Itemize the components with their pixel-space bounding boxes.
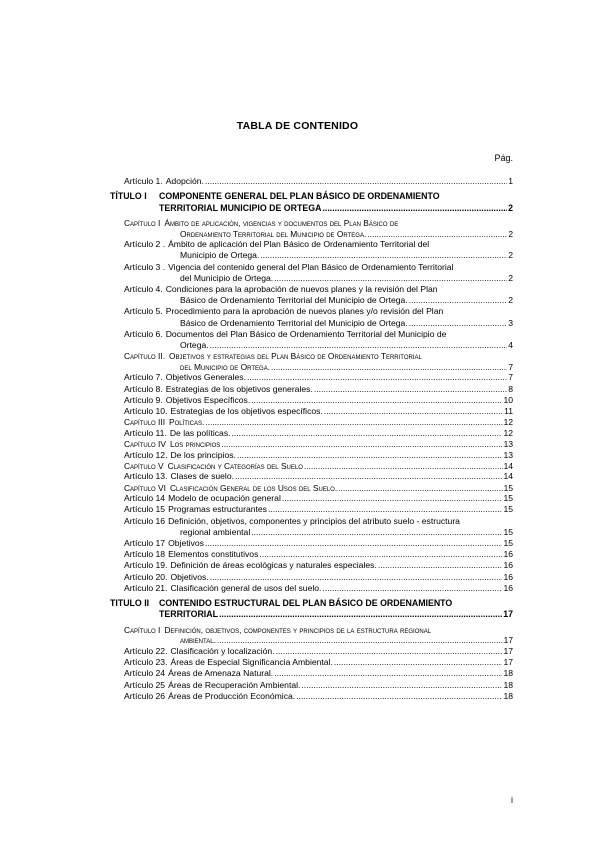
toc-article-entry[interactable] (110, 395, 513, 406)
toc-article-entry[interactable] (110, 384, 513, 395)
toc-entry-text: Objetivos (168, 538, 204, 549)
toc-entry-label: Artículo 4. (124, 284, 163, 295)
toc-entry-text: Políticas. (169, 417, 205, 428)
toc-entry-label: Artículo 21. (124, 582, 168, 593)
toc-leader-dots (237, 450, 503, 461)
toc-article-entry[interactable] (110, 691, 513, 702)
toc-article-entry[interactable] (110, 516, 513, 538)
toc-leader-dots (334, 657, 503, 668)
toc-entry-label: Artículo 15 (124, 504, 166, 515)
toc-entry-text: Áreas de Producción Económica. (168, 690, 296, 701)
toc-entry-label: Artículo 5. (124, 306, 163, 317)
toc-entry-page: 3 (508, 317, 513, 328)
page-column-label: Pág. (494, 153, 513, 163)
toc-leader-dots (268, 504, 502, 515)
toc-entry-text: Adopción. (165, 176, 204, 186)
toc-leader-dots (274, 273, 507, 284)
toc-leader-dots (409, 318, 508, 329)
toc-entry-page: 18 (503, 690, 513, 701)
toc-entry-page: 11 (504, 406, 513, 417)
toc-entry-text: Vigencia del contenido general del Plan Básico de Ordenamiento Territorial (168, 261, 454, 272)
toc-leader-dots (235, 471, 502, 482)
toc-article-entry[interactable] (110, 428, 513, 439)
toc-entry-page: 15 (503, 493, 513, 504)
toc-leader-dots (409, 295, 508, 306)
toc-entry-text: Básico de Ordenamiento Territorial del Municipio de Ortega. (180, 295, 408, 306)
toc-leader-dots (251, 527, 502, 538)
toc-entry-page: 12 (503, 427, 513, 438)
toc-leader-dots (232, 428, 503, 439)
toc-article-entry[interactable] (110, 538, 513, 549)
toc-entry-page: 1 (508, 176, 513, 186)
toc-entry-label: Artículo 9. (124, 394, 163, 405)
toc-entry-text: Estrategias de los objetivos generales. (165, 383, 313, 394)
toc-entry-label: Artículo 20. (124, 571, 168, 582)
toc-entry-label: Artículo 19. (124, 560, 168, 571)
toc-leader-dots (221, 439, 502, 450)
table-of-contents (110, 176, 513, 702)
toc-entry-label: TÍTULO I (110, 191, 147, 202)
toc-entry-label: Artículo 18 (124, 549, 166, 560)
toc-entry-text: Ámbito de aplicación, vigencias y documentos del Plan Básico de (164, 218, 399, 229)
toc-leader-dots (260, 250, 507, 261)
toc-entry-text: Clasificación y localización. (170, 646, 275, 657)
toc-entry-label: Artículo 8. (124, 383, 163, 394)
toc-chapter-entry[interactable] (110, 461, 513, 472)
toc-entry-label: Capítulo VI (124, 482, 166, 493)
toc-article-entry[interactable] (110, 657, 513, 668)
toc-leader-dots (247, 372, 507, 383)
toc-entry-page: 17 (503, 609, 513, 620)
toc-chapter-entry[interactable] (110, 625, 513, 646)
toc-entry-label: Capítulo V (124, 460, 164, 471)
toc-leader-dots (251, 395, 502, 406)
toc-entry-text: De los principios. (170, 449, 236, 460)
toc-entry-page: 4 (508, 340, 513, 351)
toc-article-entry[interactable] (110, 262, 513, 284)
toc-entry-label: Artículo 26 (124, 690, 166, 701)
toc-leader-dots (322, 583, 502, 594)
toc-entry-page: 8 (508, 383, 513, 394)
toc-entry-text: Clases de suelo. (170, 471, 235, 482)
toc-entry-label: Artículo 23. (124, 657, 168, 668)
toc-chapter-entry[interactable] (110, 417, 513, 428)
toc-leader-dots (217, 635, 503, 646)
toc-article-entry[interactable] (110, 680, 513, 691)
toc-entry-page: 17 (503, 657, 513, 668)
toc-entry-text: Procedimiento para la aprobación de nuevos planes y/o revisión del Plan (165, 306, 444, 317)
toc-entry-label: Artículo 7. (124, 372, 163, 383)
toc-entry-page: 12 (503, 417, 513, 428)
toc-chapter-entry[interactable] (110, 218, 513, 239)
toc-article-entry[interactable] (110, 471, 513, 482)
toc-entry-text: del Municipio de Ortega. (180, 272, 274, 283)
toc-entry-page: 7 (508, 372, 513, 383)
page-title: TABLA DE CONTENIDO (236, 120, 359, 132)
toc-entry-label: Capítulo IV (124, 439, 166, 450)
toc-chapter-entry[interactable] (110, 483, 513, 494)
toc-entry-text: Ámbito de aplicación del Plan Básico de Ordenamiento Territorial del (168, 239, 430, 250)
toc-entry-text: Estrategias de los objetivos específicos. (170, 406, 323, 417)
toc-entry-text: Áreas de Amenaza Natural. (168, 668, 274, 679)
toc-leader-dots (271, 362, 507, 373)
toc-entry-text: Municipio de Ortega. (180, 250, 260, 261)
toc-entry-text: Clasificación general de usos del suelo. (170, 582, 322, 593)
toc-entry-page: 15 (503, 538, 513, 549)
toc-entry-page: 14 (503, 460, 513, 471)
toc-entry-text: Programas estructurantes (168, 504, 267, 515)
toc-entry-page: 2 (508, 250, 513, 261)
toc-article-entry[interactable] (110, 284, 513, 306)
toc-article-entry[interactable] (110, 306, 513, 328)
toc-article-entry[interactable] (110, 583, 513, 594)
toc-entry-label: Artículo 16 (124, 515, 166, 526)
toc-article-entry[interactable] (110, 560, 513, 571)
toc-entry-label: Artículo 10. (124, 406, 168, 417)
toc-leader-dots (301, 680, 502, 691)
toc-leader-dots (205, 538, 503, 549)
toc-entry-text: TERRITORIAL (159, 609, 218, 620)
toc-entry-label: Capítulo I (124, 218, 161, 229)
toc-leader-dots (259, 549, 502, 560)
toc-entry-page: 2 (508, 202, 513, 213)
toc-entry-label: Capítulo I (124, 624, 161, 635)
toc-entry-text: Documentos del Plan Básico de Ordenamiento Territorial del Municipio de (165, 328, 447, 339)
toc-entry-label: Artículo 25 (124, 679, 166, 690)
toc-entry-label: Artículo 2 . (124, 239, 166, 250)
toc-entry-page: 2 (508, 295, 513, 306)
toc-article-entry[interactable] (110, 176, 513, 187)
toc-article-entry[interactable] (110, 372, 513, 383)
toc-entry-page: 15 (503, 504, 513, 515)
toc-leader-dots (314, 384, 507, 395)
toc-entry-text: Definición, objetivos, componentes y principios de la estructura regional (164, 624, 432, 635)
toc-entry-text: Básico de Ordenamiento Territorial del Municipio de Ortega. (180, 317, 408, 328)
toc-article-entry[interactable] (110, 668, 513, 679)
toc-article-entry[interactable] (110, 493, 513, 504)
toc-leader-dots (378, 560, 503, 571)
toc-title-entry[interactable] (110, 598, 513, 621)
toc-entry-page: 16 (503, 560, 513, 571)
toc-entry-text: Objetivos Generales. (165, 372, 246, 383)
toc-entry-text: Clasificación y Categorías del Suelo (167, 460, 303, 471)
toc-leader-dots (367, 229, 507, 240)
toc-entry-text: Objetivos. (170, 571, 209, 582)
toc-entry-label: Artículo 17 (124, 538, 166, 549)
toc-entry-label: Artículo 22. (124, 646, 168, 657)
toc-chapter-entry[interactable] (110, 351, 513, 372)
toc-leader-dots (276, 646, 503, 657)
toc-title-entry[interactable] (110, 191, 513, 214)
toc-entry-label: Artículo 3 . (124, 261, 166, 272)
toc-entry-page: 18 (503, 668, 513, 679)
toc-entry-page: 16 (503, 582, 513, 593)
toc-entry-label: Capítulo III (124, 417, 166, 428)
toc-entry-page: 15 (503, 526, 513, 537)
toc-article-entry[interactable] (110, 572, 513, 583)
toc-entry-label: Artículo 12. (124, 449, 168, 460)
toc-article-entry[interactable] (110, 329, 513, 351)
toc-entry-page: 7 (508, 361, 513, 372)
toc-entry-label: TITULO II (110, 598, 150, 609)
toc-entry-page: 15 (503, 482, 513, 493)
toc-entry-page: 17 (503, 635, 513, 646)
toc-article-entry[interactable] (110, 450, 513, 461)
toc-entry-page: 2 (508, 228, 513, 239)
toc-entry-text: Objetivos Específicos. (165, 394, 251, 405)
toc-entry-text: Los principios (169, 439, 221, 450)
toc-entry-text: Objetivos y estrategias del Plan Básico de Ordenamiento Territorial (169, 351, 422, 362)
toc-article-entry[interactable] (110, 549, 513, 560)
toc-entry-text: Modelo de ocupación general (168, 493, 281, 504)
toc-leader-dots (274, 668, 502, 679)
toc-article-entry[interactable] (110, 504, 513, 515)
toc-entry-text: ambiental. (180, 635, 216, 646)
toc-entry-page: 18 (503, 679, 513, 690)
toc-entry-text: CONTENIDO ESTRUCTURAL DEL PLAN BÁSICO DE ORDENAMIENTO (159, 598, 453, 609)
toc-entry-text: De las políticas. (169, 427, 231, 438)
toc-entry-text: del Municipio de Ortega. (180, 361, 271, 372)
toc-entry-label: Artículo 1. (124, 176, 163, 186)
page-number-footer: i (511, 795, 513, 805)
toc-entry-text: TERRITORIAL MUNICIPIO DE ORTEGA (159, 202, 322, 213)
toc-leader-dots (282, 493, 503, 504)
toc-leader-dots (210, 340, 508, 351)
toc-entry-page: 13 (503, 439, 513, 450)
toc-entry-label: Artículo 14 (124, 493, 166, 504)
toc-entry-label: Artículo 11. (124, 427, 167, 438)
toc-entry-text: Elementos constitutivos (168, 549, 259, 560)
toc-leader-dots (205, 176, 507, 187)
toc-entry-text: Condiciones para la aprobación de nuevos planes y la revisión del Plan (165, 284, 438, 295)
toc-entry-page: 16 (503, 549, 513, 560)
toc-entry-text: Ordenamiento Territorial del Municipio de Ortega. (180, 228, 367, 239)
toc-article-entry[interactable] (110, 239, 513, 261)
toc-entry-page: 14 (503, 471, 513, 482)
toc-entry-text: Clasificación General de los Usos del Suelo. (169, 482, 338, 493)
toc-entry-label: Artículo 24 (124, 668, 166, 679)
toc-article-entry[interactable] (110, 646, 513, 657)
toc-leader-dots (324, 406, 503, 417)
toc-article-entry[interactable] (110, 406, 513, 417)
toc-leader-dots (296, 691, 502, 702)
toc-leader-dots (338, 483, 503, 494)
toc-entry-text: Áreas de Especial Significancia Ambiental. (170, 657, 333, 668)
toc-entry-label: Capítulo II. (124, 351, 166, 362)
toc-entry-text: COMPONENTE GENERAL DEL PLAN BÁSICO DE ORDENAMIENTO (159, 191, 440, 202)
toc-entry-page: 16 (503, 571, 513, 582)
toc-entry-text: regional ambiental (180, 526, 251, 537)
toc-entry-text: Ortega. (180, 340, 209, 351)
toc-entry-text: Definición, objetivos, componentes y principios del atributo suelo - estructura (168, 515, 460, 526)
toc-entry-page: 13 (503, 449, 513, 460)
toc-leader-dots (304, 461, 503, 472)
toc-chapter-entry[interactable] (110, 439, 513, 450)
toc-entry-text: Áreas de Recuperación Ambiental. (168, 679, 301, 690)
toc-entry-label: Artículo 6. (124, 328, 163, 339)
toc-leader-dots (322, 203, 507, 214)
toc-entry-label: Artículo 13. (124, 471, 168, 482)
toc-leader-dots (210, 572, 503, 583)
toc-entry-page: 17 (503, 646, 513, 657)
toc-entry-text: Definición de áreas ecológicas y naturales especiales. (170, 560, 377, 571)
toc-leader-dots (205, 417, 502, 428)
toc-entry-page: 10 (503, 394, 513, 405)
toc-leader-dots (219, 609, 502, 620)
toc-entry-page: 2 (508, 272, 513, 283)
